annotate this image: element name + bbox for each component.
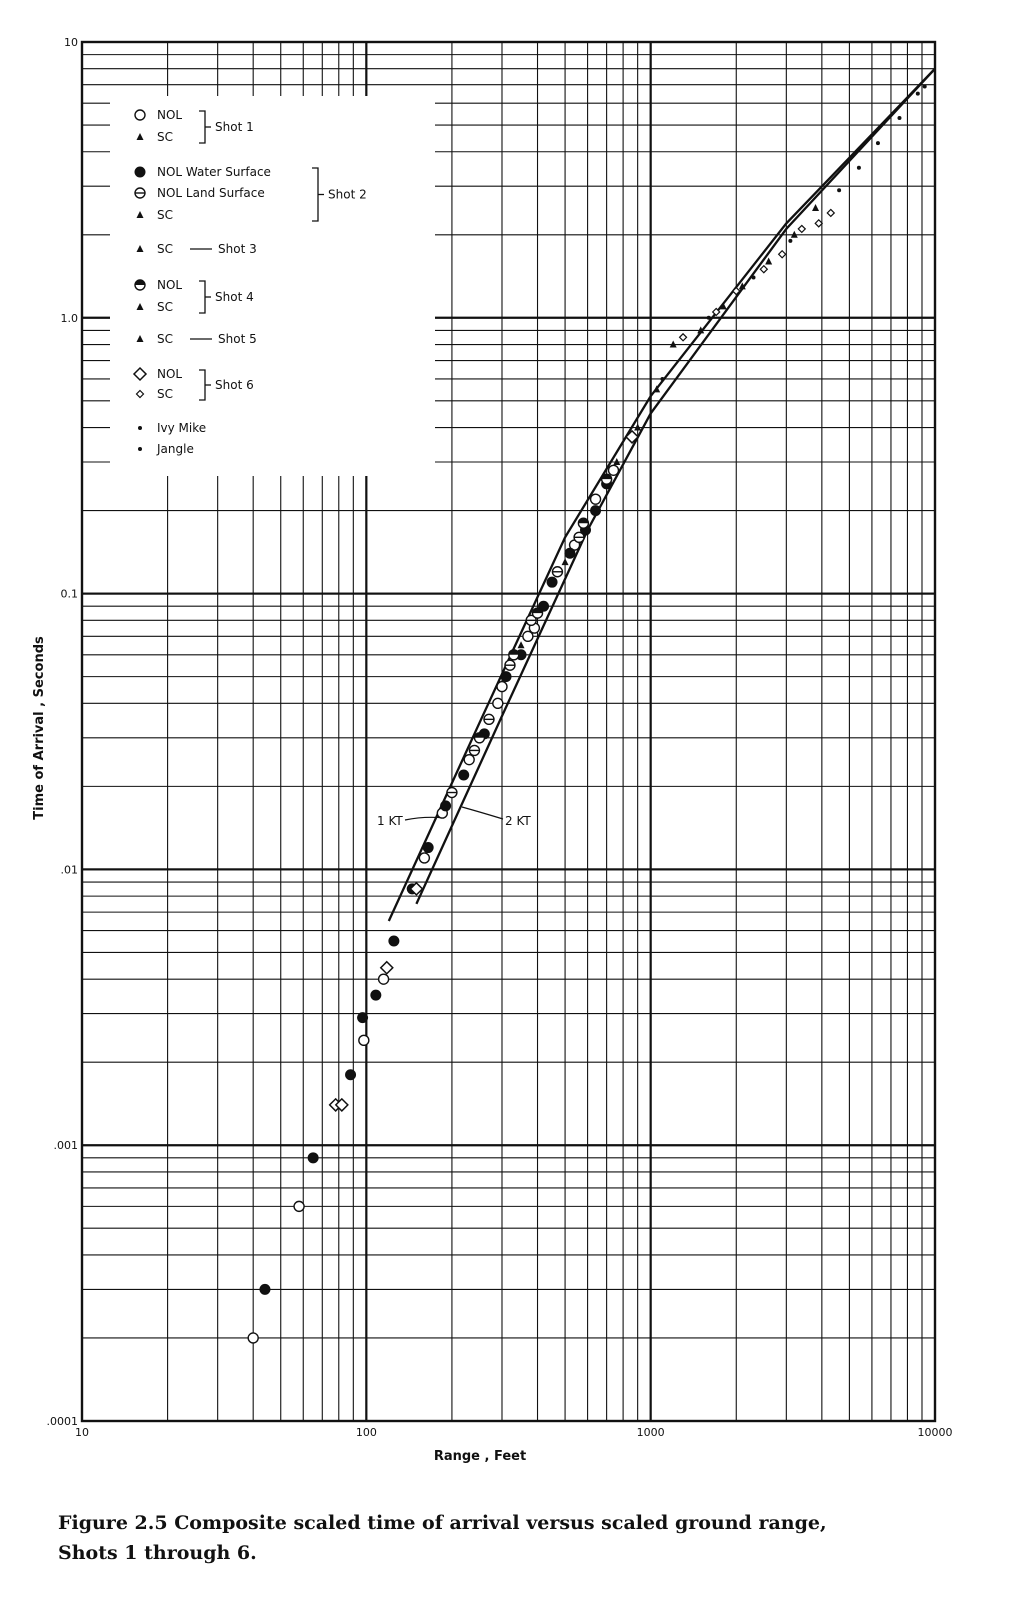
data-point-open-circle bbox=[419, 853, 429, 863]
legend-label: NOL bbox=[157, 367, 183, 381]
data-point-filled-circle bbox=[441, 801, 451, 811]
data-point-filled-circle bbox=[591, 506, 601, 516]
y-tick-label: .001 bbox=[53, 1139, 78, 1153]
legend-label: Jangle bbox=[157, 442, 194, 456]
data-point-barred-circle bbox=[505, 660, 515, 670]
data-point-barred-circle bbox=[484, 714, 494, 724]
data-point-dot bbox=[897, 116, 901, 120]
data-point-small-diamond bbox=[798, 225, 805, 232]
data-point-open-circle bbox=[359, 1035, 369, 1045]
legend-label: SC bbox=[157, 242, 173, 256]
data-point-filled-circle bbox=[371, 990, 381, 1000]
data-point-dot bbox=[707, 316, 711, 320]
data-point-filled-circle bbox=[346, 1070, 356, 1080]
data-point-half-circle bbox=[509, 650, 519, 660]
x-tick-label: 10 bbox=[75, 1426, 89, 1439]
x-tick-label: 10000 bbox=[917, 1426, 953, 1439]
legend-label: Ivy Mike bbox=[157, 421, 207, 435]
data-point-open-circle bbox=[379, 974, 389, 984]
data-point-filled-circle bbox=[547, 577, 557, 587]
legend-label: SC bbox=[157, 387, 173, 401]
data-point-half-circle bbox=[533, 608, 543, 618]
legend-label: SC bbox=[157, 332, 173, 346]
curve-label-leader-1kt bbox=[405, 817, 444, 820]
caption-line-1: Figure 2.5 Composite scaled time of arrival versus scaled ground range, bbox=[58, 1512, 827, 1534]
y-tick-label: .0001 bbox=[46, 1415, 78, 1428]
data-point-small-diamond bbox=[815, 220, 822, 227]
legend-shot-5-label: Shot 5 bbox=[218, 332, 257, 346]
data-point-open-circle bbox=[464, 755, 474, 765]
data-point-filled-circle bbox=[358, 1013, 368, 1023]
data-point-small-diamond bbox=[760, 266, 767, 273]
data-point-half-circle bbox=[474, 733, 484, 743]
curves bbox=[377, 69, 935, 921]
data-point-filled-circle bbox=[308, 1153, 318, 1163]
legend-shot-1-label: Shot 1 bbox=[215, 120, 254, 134]
data-point-open-circle bbox=[493, 698, 503, 708]
y-tick-label: 0.1 bbox=[60, 587, 78, 601]
curve-label-2kt: 2 KT bbox=[505, 814, 531, 828]
data-point-half-circle bbox=[578, 518, 588, 528]
legend-shot-4-label: Shot 4 bbox=[215, 290, 254, 304]
legend-label: SC bbox=[157, 130, 173, 144]
data-point-filled-circle bbox=[459, 770, 469, 780]
legend bbox=[110, 96, 435, 476]
x-tick-label: 1000 bbox=[636, 1426, 665, 1439]
data-point-triangle bbox=[812, 204, 819, 211]
legend-shot-3-label: Shot 3 bbox=[218, 242, 257, 256]
data-point-barred-circle bbox=[552, 567, 562, 577]
data-point-barred-circle bbox=[469, 745, 479, 755]
data-point-half-circle bbox=[602, 474, 612, 484]
data-point-small-diamond bbox=[827, 209, 834, 216]
figure-caption bbox=[58, 1508, 978, 1568]
data-point-open-circle bbox=[497, 682, 507, 692]
data-point-dot bbox=[916, 92, 920, 96]
curve-label-leader-2kt bbox=[462, 807, 503, 819]
curve-0 bbox=[389, 69, 935, 921]
data-point-filled-circle bbox=[501, 672, 511, 682]
legend-label: SC bbox=[157, 300, 173, 314]
legend-label: NOL Land Surface bbox=[157, 186, 265, 200]
data-point-open-diamond bbox=[381, 962, 393, 974]
data-point-filled-circle bbox=[260, 1284, 270, 1294]
data-point-filled-circle bbox=[565, 548, 575, 558]
data-point-open-circle bbox=[248, 1333, 258, 1343]
data-point-filled-circle bbox=[389, 936, 399, 946]
legend-shot-2-label: Shot 2 bbox=[328, 187, 367, 202]
data-point-barred-circle bbox=[574, 532, 584, 542]
legend-label: NOL bbox=[157, 108, 183, 122]
legend-marker bbox=[135, 110, 145, 120]
data-point-open-circle bbox=[608, 465, 618, 475]
data-point-dot bbox=[857, 166, 861, 170]
data-point-dot bbox=[752, 275, 756, 279]
legend-marker bbox=[138, 447, 142, 451]
caption-line-2: Shots 1 through 6. bbox=[58, 1542, 257, 1564]
curve-label-1kt: 1 KT bbox=[377, 814, 403, 828]
data-point-small-diamond bbox=[779, 251, 786, 258]
x-axis-label: Range , Feet bbox=[433, 1449, 527, 1464]
legend-label: NOL Water Surface bbox=[157, 165, 271, 179]
y-tick-label: .01 bbox=[60, 863, 78, 877]
data-point-dot bbox=[837, 188, 841, 192]
legend-marker bbox=[138, 426, 142, 430]
data-point-dot bbox=[788, 239, 792, 243]
legend-label: SC bbox=[157, 208, 173, 222]
data-point-small-diamond bbox=[680, 334, 687, 341]
y-tick-label: 1.0 bbox=[60, 311, 78, 325]
legend-shot-6-label: Shot 6 bbox=[215, 378, 254, 392]
data-point-dot bbox=[923, 84, 927, 88]
data-point-barred-circle bbox=[447, 788, 457, 798]
data-point-triangle bbox=[562, 558, 569, 565]
legend-label: NOL bbox=[157, 278, 183, 292]
data-point-open-circle bbox=[591, 494, 601, 504]
legend-marker bbox=[135, 167, 145, 177]
data-point-triangle bbox=[765, 258, 772, 265]
y-tick-label: 10 bbox=[64, 36, 78, 49]
data-point-dot bbox=[876, 141, 880, 145]
y-axis-label: Time of Arrival , Seconds bbox=[32, 636, 47, 820]
data-point-open-circle bbox=[294, 1201, 304, 1211]
data-point-dot bbox=[660, 377, 664, 381]
legend-marker bbox=[135, 280, 145, 290]
curve-1 bbox=[416, 69, 935, 904]
x-tick-label: 100 bbox=[355, 1426, 377, 1439]
data-point-filled-circle bbox=[423, 843, 433, 853]
legend-marker bbox=[135, 188, 145, 198]
data-point-triangle bbox=[518, 641, 525, 648]
